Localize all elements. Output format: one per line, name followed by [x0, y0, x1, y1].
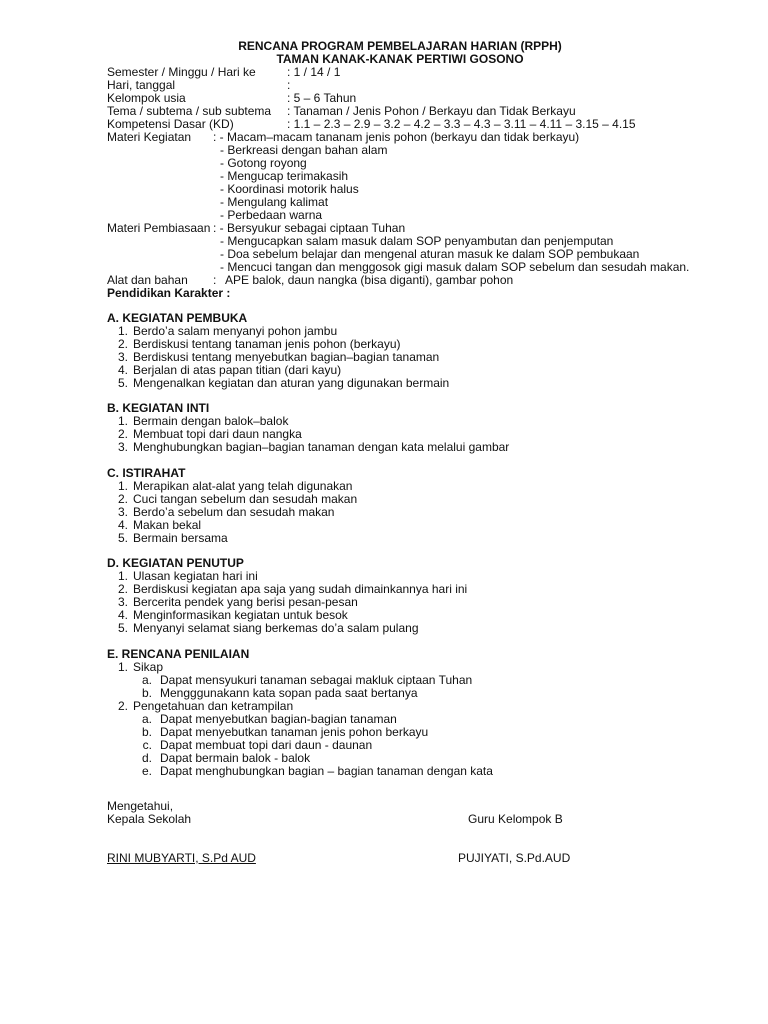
materi-kegiatan-label: Materi Kegiatan: [107, 130, 192, 144]
materi-kegiatan-item: - Koordinasi motorik halus: [220, 182, 359, 196]
info-value: : Tanaman / Jenis Pohon / Berkayu dan Tidak Berkayu: [287, 104, 576, 118]
materi-kegiatan-item: - Perbedaan warna: [220, 208, 323, 222]
materi-pembiasaan-item: - Doa sebelum belajar dan mengenal aturan masuk ke dalam SOP pembukaan: [220, 247, 640, 261]
materi-kegiatan-item: - Gotong royong: [220, 156, 307, 170]
document-page: RENCANA PROGRAM PEMBELAJARAN HARIAN (RPPH) TAMAN KANAK-KANAK PERTIWI GOSONO Semester / Minggu / Hari ke : 1 / 14 / 1 Hari, tanggal : Kelompok usia : 5 – 6 Tahun Tema / subtema / sub subtema : Tanaman / Jenis Pohon / Berkayu dan Tidak Berkayu Kompetensi Dasar (KD) : 1.1 – 2.3 – 2.9 – 3.2 – 4.2 – 3.3 – 4.3 – 3.11 – 4.11 – 3.15 – 4.15 Materi Kegiatan : - Macam–macam tananam jenis pohon (berkayu dan tidak berkayu) - Berkreasi dengan bahan alam - Gotong royong - Mengucap terimakasih - Koordinasi motorik halus - Mengulang kalimat - Perbedaan warna Materi Pembiasaan : - Bersyukur sebagai ciptaan Tuhan - Mengucapkan salam masuk dalam SOP penyambutan dan penjemputan - Doa sebelum belajar dan mengenal aturan masuk ke dalam SOP pembukaan - Mencuci tangan dan menggosok gigi masuk dalam SOP sebelum dan sesudah makan. Alat dan bahan : APE balok, daun nangka (bisa diganti), gambar pohon Pendidikan Karakter : A. KEGIATAN PEMBUKA 1. Berdo’a salam menyanyi pohon jambu 2. Berdiskusi tentang tanaman jenis pohon (berkayu) 3. Berdiskusi tentang menyebutkan bagian–bagian tanaman 4. Berjalan di atas papan titian (dari kayu) 5. Mengenalkan kegiatan dan aturan yang digunakan bermain B. KEGIATAN INTI 1. Bermain dengan balok–balok 2. Membuat topi dari daun nangka 3. Menghubungkan bagian–bagian tanaman dengan kata melalui gambar C. ISTIRAHAT 1. Merapikan alat-alat yang telah digunakan 2. Cuci tangan sebelum dan sesudah makan 3. Berdo’a sebelum dan sesudah makan 4. Makan bekal 5. Bermain bersama D. KEGIATAN PENUTUP 1. Ulasan kegiatan hari ini 2. Berdiskusi kegiatan apa saja yang sudah dimainkannya hari ini 3. Bercerita pendek yang berisi pesan-pesan 4. Menginformasikan kegiatan untuk besok 5. Menyanyi selamat siang berkemas do’a salam pulang E. RENCANA PENILAIAN 1. Sikap a. Dapat mensyukuri tanaman sebagai makluk ciptaan Tuhan b. Mengggunakann kata sopan pada saat bertanya 2. Pengetahuan dan ketrampilan a. Dapat menyebutkan bagian-bagian tanaman b. Dapat menyebutkan tanaman jenis pohon berkayu c. Dapat membuat topi dari daun - daunan d. Dapat bermain balok - balok e. Dapat menghubungkan bagian – bagian tanaman dengan kata Mengetahui, Kepala Sekolah Guru Kelompok B RINI MUBYARTI, S.Pd AUD PUJIYATI, S.Pd.AUD: [0, 0, 768, 1024]
materi-kegiatan-item: - Mengucap terimakasih: [220, 169, 349, 183]
info-value: :: [287, 78, 291, 92]
section-heading-istirahat: C. ISTIRAHAT: [107, 466, 186, 480]
document-title: RENCANA PROGRAM PEMBELAJARAN HARIAN (RPPH): [238, 39, 562, 53]
materi-pembiasaan-item: - Mencuci tangan dan menggosok gigi masuk dalam SOP sebelum dan sesudah makan.: [220, 260, 690, 274]
section-heading-pembuka: A. KEGIATAN PEMBUKA: [107, 311, 248, 325]
guru-label: Guru Kelompok B: [468, 812, 563, 826]
info-value: : 5 – 6 Tahun: [287, 91, 357, 105]
kepala-sekolah-name: RINI MUBYARTI, S.Pd AUD: [107, 851, 256, 865]
alat-bahan-label: Alat dan bahan: [107, 273, 188, 287]
materi-pembiasaan-label: Materi Pembiasaan: [107, 221, 211, 235]
kepala-sekolah-label: Kepala Sekolah: [107, 812, 192, 826]
materi-kegiatan-item: - Berkreasi dengan bahan alam: [220, 143, 388, 157]
info-label: Hari, tanggal: [107, 78, 176, 92]
materi-kegiatan-first: : - Macam–macam tananam jenis pohon (berkayu dan tidak berkayu): [213, 130, 580, 144]
alat-bahan-value: APE balok, daun nangka (bisa diganti), gambar pohon: [225, 273, 514, 287]
info-label: Kelompok usia: [107, 91, 186, 105]
info-label: Semester / Minggu / Hari ke: [107, 65, 256, 79]
section-heading-inti: B. KEGIATAN INTI: [107, 401, 210, 415]
materi-pembiasaan-item: - Mengucapkan salam masuk dalam SOP penyambutan dan penjemputan: [220, 234, 614, 248]
info-value: : 1 / 14 / 1: [287, 65, 341, 79]
pendidikan-karakter-label: Pendidikan Karakter :: [107, 286, 231, 300]
alat-bahan-colon: :: [213, 273, 217, 287]
info-value: : 1.1 – 2.3 – 2.9 – 3.2 – 4.2 – 3.3 – 4.3 – 3.11 – 4.11 – 3.15 – 4.15: [287, 117, 636, 131]
mengetahui-label: Mengetahui,: [107, 799, 174, 813]
info-label: Kompetensi Dasar (KD): [107, 117, 234, 131]
school-name: TAMAN KANAK-KANAK PERTIWI GOSONO: [276, 52, 524, 66]
section-heading-penutup: D. KEGIATAN PENUTUP: [107, 556, 244, 570]
guru-name: PUJIYATI, S.Pd.AUD: [458, 851, 571, 865]
materi-kegiatan-item: - Mengulang kalimat: [220, 195, 329, 209]
section-heading-penilaian: E. RENCANA PENILAIAN: [107, 647, 250, 661]
materi-pembiasaan-first: : - Bersyukur sebagai ciptaan Tuhan: [213, 221, 406, 235]
info-label: Tema / subtema / sub subtema: [107, 104, 272, 118]
